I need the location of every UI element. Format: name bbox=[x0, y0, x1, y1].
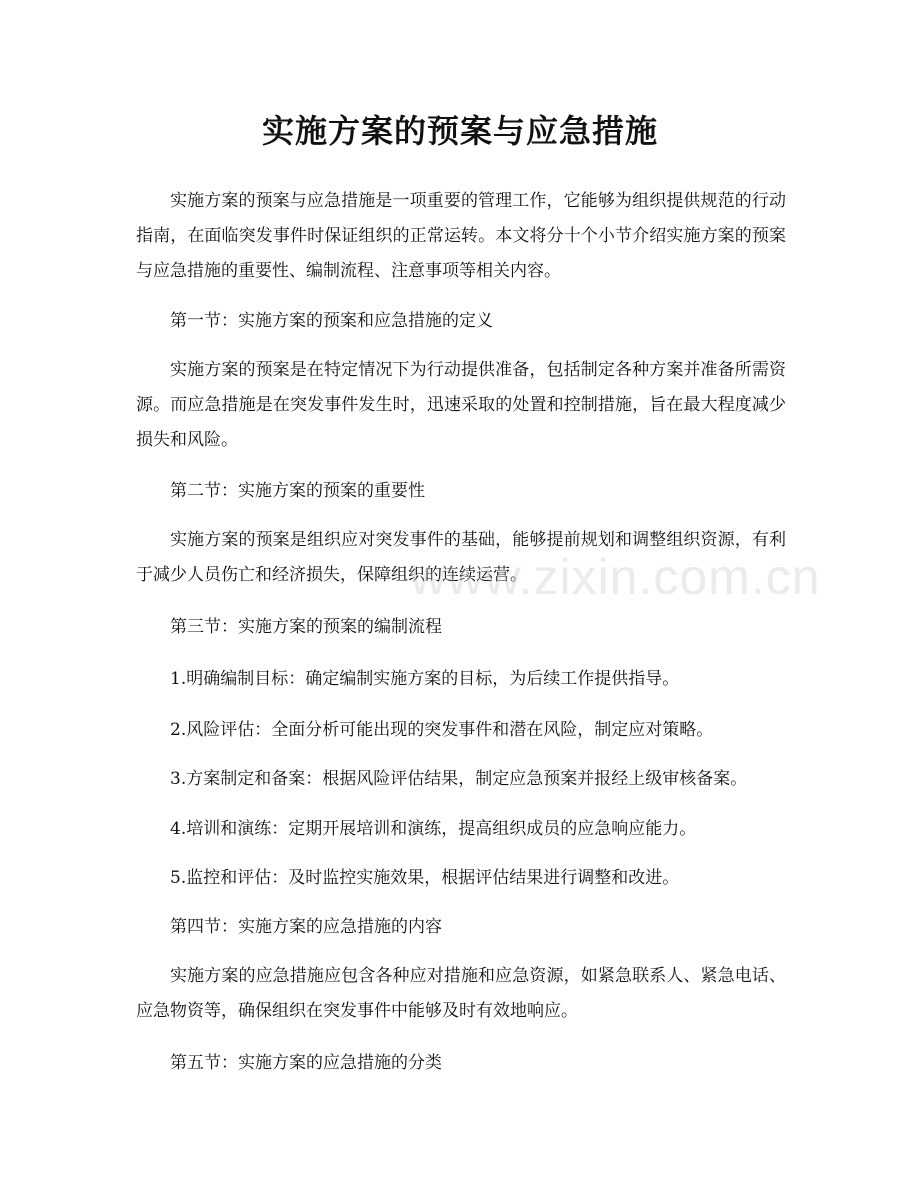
section3-heading: 第三节：实施方案的预案的编制流程 bbox=[170, 617, 442, 637]
section3-step-3: 3.方案制定和备案：根据风险评估结果，制定应急预案并报经上级审核备案。 bbox=[170, 769, 748, 789]
watermark: www.zixin.com.cn bbox=[410, 549, 821, 605]
section2-heading: 第二节：实施方案的预案的重要性 bbox=[170, 481, 425, 501]
section3-step-2: 2.风险评估：全面分析可能出现的突发事件和潜在风险，制定应对策略。 bbox=[170, 720, 714, 740]
section4-body: 实施方案的应急措施应包含各种应对措施和应急资源，如紧急联系人、紧急电话、应急物资等，确保组织在突发事件中能够及时有效地响应。 bbox=[136, 966, 786, 1021]
section1-heading: 第一节：实施方案的预案和应急措施的定义 bbox=[170, 311, 493, 331]
section2-body: 实施方案的预案是组织应对突发事件的基础，能够提前规划和调整组织资源，有利于减少人员伤亡和经济损失，保障组织的连续运营。 bbox=[136, 530, 786, 585]
document-title: 实施方案的预案与应急措施 bbox=[261, 112, 658, 150]
section5-heading: 第五节：实施方案的应急措施的分类 bbox=[170, 1053, 442, 1073]
section1-body: 实施方案的预案是在特定情况下为行动提供准备，包括制定各种方案并准备所需资源。而应急措施是在突发事件发生时，迅速采取的处置和控制措施，旨在最大程度减少损失和风险。 bbox=[136, 360, 786, 450]
intro-paragraph: 实施方案的预案与应急措施是一项重要的管理工作，它能够为组织提供规范的行动指南，在面临突发事件时保证组织的正常运转。本文将分十个小节介绍实施方案的预案与应急措施的重要性、编制流程、注意事项等相关内容。 bbox=[136, 191, 786, 281]
section4-heading: 第四节：实施方案的应急措施的内容 bbox=[170, 917, 442, 937]
section3-step-4: 4.培训和演练：定期开展培训和演练，提高组织成员的应急响应能力。 bbox=[170, 819, 697, 839]
section3-step-5: 5.监控和评估：及时监控实施效果，根据评估结果进行调整和改进。 bbox=[170, 868, 680, 888]
section3-step-1: 1.明确编制目标：确定编制实施方案的目标，为后续工作提供指导。 bbox=[170, 669, 680, 689]
